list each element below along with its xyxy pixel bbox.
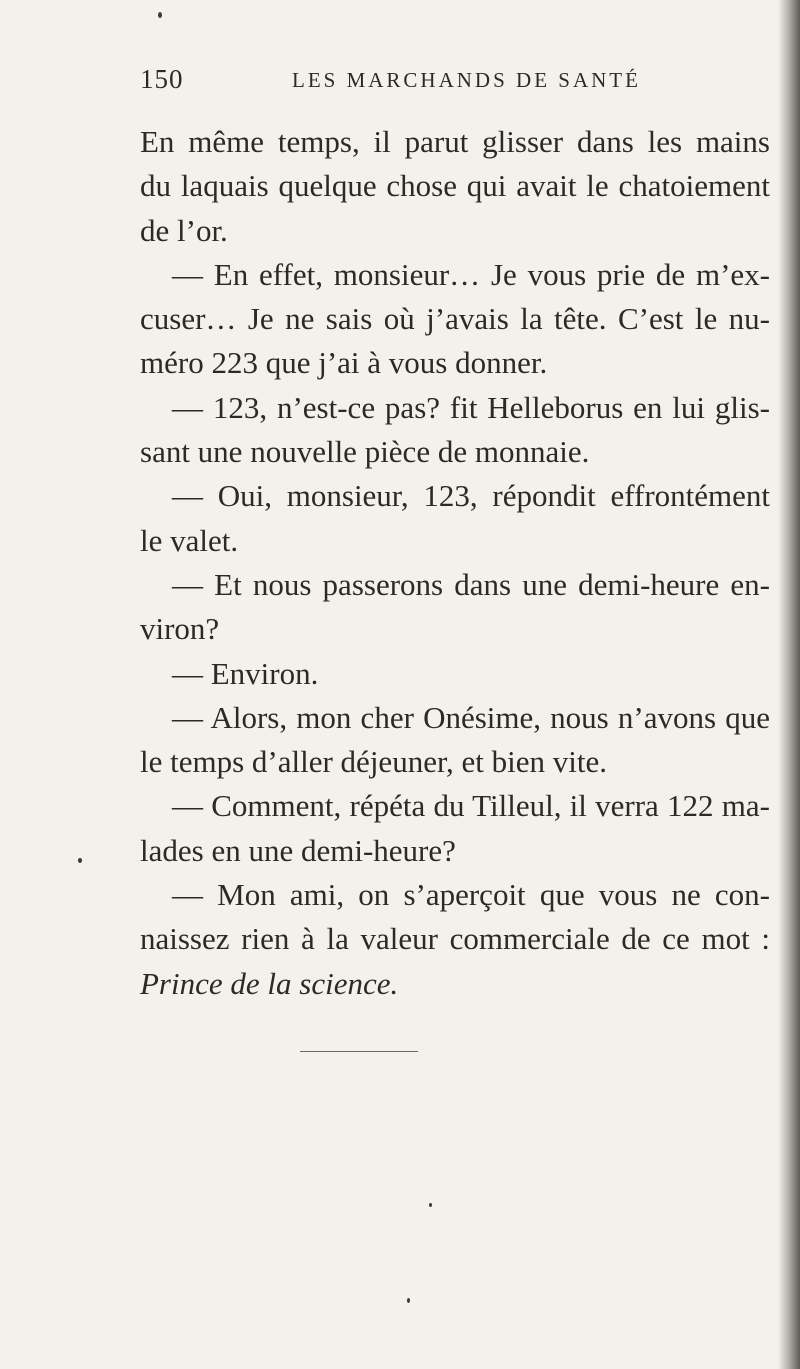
- text-line: de l’or.: [140, 212, 228, 248]
- text-line-italic: Prince de la science.: [140, 965, 399, 1001]
- text-line: le temps d’aller déjeuner, et bien vite.: [140, 744, 608, 780]
- text-line: — Alors, mon cher Onésime, nous n’avons que: [172, 699, 770, 735]
- ink-speck: [78, 858, 82, 863]
- scanned-page-edge: [778, 0, 800, 1369]
- text-line: — En effet, monsieur… Je vous prie de m’ex-: [172, 256, 770, 292]
- text-line: — Comment, répéta du Tilleul, il verra 122 ma-: [172, 788, 770, 824]
- text-line: — Oui, monsieur, 123, répondit effrontément: [172, 478, 770, 514]
- text-line: sant une nouvelle pièce de monnaie.: [140, 434, 590, 470]
- text-line: naissez rien à la valeur commerciale de ce mot :: [140, 921, 770, 957]
- ink-speck: [407, 1298, 410, 1303]
- text-line: du laquais quelque chose qui avait le chatoiement: [140, 168, 770, 204]
- body-text: [140, 120, 770, 1006]
- text-line: lades en une demi-heure?: [140, 832, 456, 868]
- text-line: le valet.: [140, 522, 239, 558]
- page-number: 150: [140, 64, 184, 94]
- text-line: — Et nous passerons dans une demi-heure en-: [172, 566, 770, 602]
- text-line: cuser… Je ne sais où j’avais la tête. C’est le nu-: [140, 301, 770, 337]
- page-header: [140, 64, 768, 104]
- ink-speck: [429, 1203, 432, 1207]
- text-line: — Environ.: [172, 655, 319, 691]
- ink-speck: [158, 12, 162, 18]
- text-line: — Mon ami, on s’aperçoit que vous ne con-: [172, 877, 770, 913]
- text-line: méro 223 que j’ai à vous donner.: [140, 345, 548, 381]
- text-line: viron?: [140, 611, 220, 647]
- end-rule: [300, 1051, 418, 1052]
- text-line: — 123, n’est-ce pas? fit Helleborus en lui glis-: [172, 389, 770, 425]
- running-title: LES MARCHANDS DE SANTÉ: [292, 68, 641, 92]
- text-line: En même temps, il parut glisser dans les mains: [140, 124, 770, 159]
